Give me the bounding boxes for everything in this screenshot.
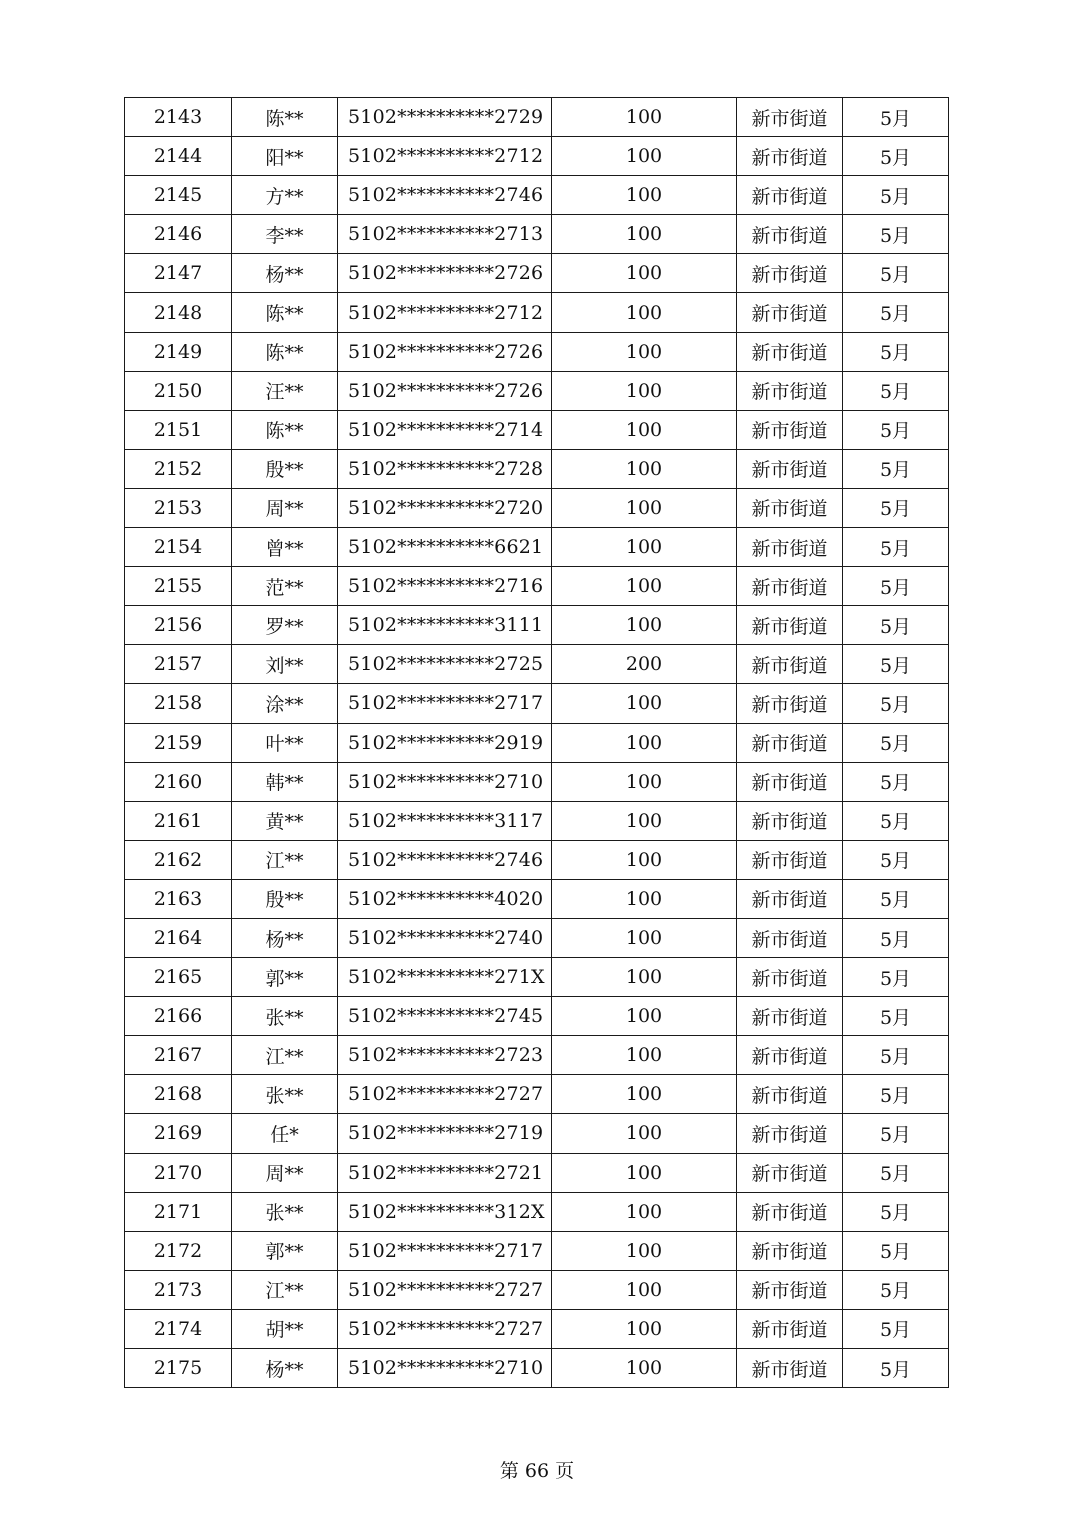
table-row	[125, 293, 949, 332]
serial-number-cell: 2147	[125, 254, 232, 293]
table-row	[125, 410, 949, 449]
month-cell: 5月	[843, 176, 949, 215]
table-row	[125, 1036, 949, 1075]
name-cell: 郭**	[232, 958, 338, 997]
id-number-cell: 5102**********2727	[338, 1309, 552, 1348]
name-cell: 韩**	[232, 762, 338, 801]
amount-cell: 100	[552, 762, 737, 801]
month-cell: 5月	[843, 1192, 949, 1231]
amount-cell: 100	[552, 918, 737, 957]
serial-number-cell: 2170	[125, 1153, 232, 1192]
amount-cell: 100	[552, 176, 737, 215]
name-cell: 罗**	[232, 606, 338, 645]
id-number-cell: 5102**********2721	[338, 1153, 552, 1192]
name-cell: 陈**	[232, 98, 338, 137]
id-number-cell: 5102**********2727	[338, 1075, 552, 1114]
id-number-cell: 5102**********2717	[338, 684, 552, 723]
month-cell: 5月	[843, 1153, 949, 1192]
amount-cell: 100	[552, 528, 737, 567]
street-cell: 新市街道	[737, 98, 843, 137]
name-cell: 殷**	[232, 449, 338, 488]
id-number-cell: 5102**********2727	[338, 1270, 552, 1309]
amount-cell: 100	[552, 997, 737, 1036]
month-cell: 5月	[843, 1231, 949, 1270]
street-cell: 新市街道	[737, 645, 843, 684]
serial-number-cell: 2166	[125, 997, 232, 1036]
id-number-cell: 5102**********2716	[338, 567, 552, 606]
month-cell: 5月	[843, 1036, 949, 1075]
month-cell: 5月	[843, 488, 949, 527]
name-cell: 黄**	[232, 801, 338, 840]
table-row	[125, 840, 949, 879]
table-row	[125, 1231, 949, 1270]
amount-cell: 100	[552, 137, 737, 176]
records-table-body	[125, 98, 949, 1388]
table-row	[125, 879, 949, 918]
name-cell: 陈**	[232, 293, 338, 332]
name-cell: 周**	[232, 1153, 338, 1192]
serial-number-cell: 2163	[125, 879, 232, 918]
name-cell: 周**	[232, 488, 338, 527]
amount-cell: 100	[552, 801, 737, 840]
name-cell: 杨**	[232, 918, 338, 957]
street-cell: 新市街道	[737, 371, 843, 410]
name-cell: 杨**	[232, 254, 338, 293]
month-cell: 5月	[843, 137, 949, 176]
month-cell: 5月	[843, 1075, 949, 1114]
id-number-cell: 5102**********2710	[338, 1349, 552, 1388]
table-row	[125, 176, 949, 215]
street-cell: 新市街道	[737, 293, 843, 332]
amount-cell: 100	[552, 371, 737, 410]
id-number-cell: 5102**********2746	[338, 840, 552, 879]
id-number-cell: 5102**********2723	[338, 1036, 552, 1075]
id-number-cell: 5102**********4020	[338, 879, 552, 918]
street-cell: 新市街道	[737, 332, 843, 371]
amount-cell: 100	[552, 1309, 737, 1348]
id-number-cell: 5102**********312X	[338, 1192, 552, 1231]
serial-number-cell: 2168	[125, 1075, 232, 1114]
amount-cell: 200	[552, 645, 737, 684]
table-row	[125, 1192, 949, 1231]
table-row	[125, 567, 949, 606]
serial-number-cell: 2161	[125, 801, 232, 840]
name-cell: 方**	[232, 176, 338, 215]
serial-number-cell: 2151	[125, 410, 232, 449]
street-cell: 新市街道	[737, 215, 843, 254]
serial-number-cell: 2146	[125, 215, 232, 254]
street-cell: 新市街道	[737, 567, 843, 606]
month-cell: 5月	[843, 723, 949, 762]
table-row	[125, 684, 949, 723]
id-number-cell: 5102**********2740	[338, 918, 552, 957]
serial-number-cell: 2149	[125, 332, 232, 371]
street-cell: 新市街道	[737, 1153, 843, 1192]
month-cell: 5月	[843, 1270, 949, 1309]
serial-number-cell: 2156	[125, 606, 232, 645]
street-cell: 新市街道	[737, 1036, 843, 1075]
id-number-cell: 5102**********271X	[338, 958, 552, 997]
table-row	[125, 1075, 949, 1114]
table-row	[125, 332, 949, 371]
table-row	[125, 1349, 949, 1388]
month-cell: 5月	[843, 606, 949, 645]
records-table	[124, 97, 949, 1388]
serial-number-cell: 2145	[125, 176, 232, 215]
month-cell: 5月	[843, 215, 949, 254]
amount-cell: 100	[552, 1231, 737, 1270]
serial-number-cell: 2165	[125, 958, 232, 997]
table-row	[125, 606, 949, 645]
serial-number-cell: 2153	[125, 488, 232, 527]
street-cell: 新市街道	[737, 723, 843, 762]
month-cell: 5月	[843, 567, 949, 606]
table-row	[125, 762, 949, 801]
amount-cell: 100	[552, 1075, 737, 1114]
table-row	[125, 958, 949, 997]
table-row	[125, 254, 949, 293]
street-cell: 新市街道	[737, 137, 843, 176]
name-cell: 殷**	[232, 879, 338, 918]
serial-number-cell: 2158	[125, 684, 232, 723]
table-row	[125, 645, 949, 684]
name-cell: 曾**	[232, 528, 338, 567]
table-row	[125, 1153, 949, 1192]
month-cell: 5月	[843, 410, 949, 449]
amount-cell: 100	[552, 879, 737, 918]
street-cell: 新市街道	[737, 449, 843, 488]
serial-number-cell: 2155	[125, 567, 232, 606]
table-row	[125, 137, 949, 176]
name-cell: 郭**	[232, 1231, 338, 1270]
street-cell: 新市街道	[737, 918, 843, 957]
name-cell: 杨**	[232, 1349, 338, 1388]
month-cell: 5月	[843, 1349, 949, 1388]
name-cell: 江**	[232, 1270, 338, 1309]
month-cell: 5月	[843, 371, 949, 410]
serial-number-cell: 2143	[125, 98, 232, 137]
street-cell: 新市街道	[737, 1309, 843, 1348]
amount-cell: 100	[552, 1153, 737, 1192]
month-cell: 5月	[843, 918, 949, 957]
page-number: 第 66 页	[499, 1460, 575, 1482]
amount-cell: 100	[552, 98, 737, 137]
table-row	[125, 1114, 949, 1153]
id-number-cell: 5102**********2726	[338, 371, 552, 410]
name-cell: 陈**	[232, 332, 338, 371]
month-cell: 5月	[843, 332, 949, 371]
amount-cell: 100	[552, 1349, 737, 1388]
table-row	[125, 488, 949, 527]
street-cell: 新市街道	[737, 1349, 843, 1388]
id-number-cell: 5102**********2717	[338, 1231, 552, 1270]
id-number-cell: 5102**********2712	[338, 137, 552, 176]
serial-number-cell: 2167	[125, 1036, 232, 1075]
month-cell: 5月	[843, 879, 949, 918]
serial-number-cell: 2169	[125, 1114, 232, 1153]
serial-number-cell: 2174	[125, 1309, 232, 1348]
name-cell: 汪**	[232, 371, 338, 410]
amount-cell: 100	[552, 293, 737, 332]
street-cell: 新市街道	[737, 684, 843, 723]
amount-cell: 100	[552, 254, 737, 293]
month-cell: 5月	[843, 801, 949, 840]
table-row	[125, 215, 949, 254]
id-number-cell: 5102**********2726	[338, 254, 552, 293]
name-cell: 张**	[232, 1075, 338, 1114]
street-cell: 新市街道	[737, 997, 843, 1036]
table-row	[125, 1270, 949, 1309]
amount-cell: 100	[552, 1036, 737, 1075]
name-cell: 张**	[232, 997, 338, 1036]
amount-cell: 100	[552, 606, 737, 645]
id-number-cell: 5102**********2746	[338, 176, 552, 215]
amount-cell: 100	[552, 449, 737, 488]
id-number-cell: 5102**********2726	[338, 332, 552, 371]
id-number-cell: 5102**********2712	[338, 293, 552, 332]
id-number-cell: 5102**********2728	[338, 449, 552, 488]
month-cell: 5月	[843, 293, 949, 332]
serial-number-cell: 2148	[125, 293, 232, 332]
month-cell: 5月	[843, 645, 949, 684]
serial-number-cell: 2157	[125, 645, 232, 684]
serial-number-cell: 2154	[125, 528, 232, 567]
amount-cell: 100	[552, 1114, 737, 1153]
street-cell: 新市街道	[737, 762, 843, 801]
street-cell: 新市街道	[737, 1075, 843, 1114]
serial-number-cell: 2173	[125, 1270, 232, 1309]
month-cell: 5月	[843, 98, 949, 137]
month-cell: 5月	[843, 528, 949, 567]
name-cell: 任*	[232, 1114, 338, 1153]
name-cell: 涂**	[232, 684, 338, 723]
name-cell: 范**	[232, 567, 338, 606]
month-cell: 5月	[843, 254, 949, 293]
table-row	[125, 997, 949, 1036]
street-cell: 新市街道	[737, 958, 843, 997]
amount-cell: 100	[552, 840, 737, 879]
street-cell: 新市街道	[737, 1192, 843, 1231]
street-cell: 新市街道	[737, 606, 843, 645]
street-cell: 新市街道	[737, 1270, 843, 1309]
id-number-cell: 5102**********2919	[338, 723, 552, 762]
amount-cell: 100	[552, 410, 737, 449]
id-number-cell: 5102**********6621	[338, 528, 552, 567]
id-number-cell: 5102**********2729	[338, 98, 552, 137]
month-cell: 5月	[843, 840, 949, 879]
serial-number-cell: 2164	[125, 918, 232, 957]
month-cell: 5月	[843, 762, 949, 801]
id-number-cell: 5102**********2710	[338, 762, 552, 801]
serial-number-cell: 2171	[125, 1192, 232, 1231]
serial-number-cell: 2152	[125, 449, 232, 488]
month-cell: 5月	[843, 997, 949, 1036]
amount-cell: 100	[552, 1192, 737, 1231]
amount-cell: 100	[552, 684, 737, 723]
id-number-cell: 5102**********2745	[338, 997, 552, 1036]
id-number-cell: 5102**********2714	[338, 410, 552, 449]
id-number-cell: 5102**********2725	[338, 645, 552, 684]
street-cell: 新市街道	[737, 410, 843, 449]
serial-number-cell: 2172	[125, 1231, 232, 1270]
table-row	[125, 918, 949, 957]
id-number-cell: 5102**********2720	[338, 488, 552, 527]
id-number-cell: 5102**********3111	[338, 606, 552, 645]
name-cell: 江**	[232, 840, 338, 879]
street-cell: 新市街道	[737, 840, 843, 879]
street-cell: 新市街道	[737, 879, 843, 918]
amount-cell: 100	[552, 567, 737, 606]
serial-number-cell: 2144	[125, 137, 232, 176]
amount-cell: 100	[552, 488, 737, 527]
amount-cell: 100	[552, 332, 737, 371]
month-cell: 5月	[843, 1309, 949, 1348]
table-row	[125, 1309, 949, 1348]
street-cell: 新市街道	[737, 801, 843, 840]
amount-cell: 100	[552, 215, 737, 254]
serial-number-cell: 2162	[125, 840, 232, 879]
street-cell: 新市街道	[737, 528, 843, 567]
table-row	[125, 528, 949, 567]
name-cell: 李**	[232, 215, 338, 254]
name-cell: 江**	[232, 1036, 338, 1075]
table-row	[125, 801, 949, 840]
street-cell: 新市街道	[737, 488, 843, 527]
street-cell: 新市街道	[737, 1114, 843, 1153]
serial-number-cell: 2150	[125, 371, 232, 410]
id-number-cell: 5102**********2713	[338, 215, 552, 254]
month-cell: 5月	[843, 449, 949, 488]
name-cell: 张**	[232, 1192, 338, 1231]
amount-cell: 100	[552, 958, 737, 997]
month-cell: 5月	[843, 1114, 949, 1153]
serial-number-cell: 2159	[125, 723, 232, 762]
month-cell: 5月	[843, 958, 949, 997]
table-row	[125, 723, 949, 762]
amount-cell: 100	[552, 723, 737, 762]
id-number-cell: 5102**********2719	[338, 1114, 552, 1153]
street-cell: 新市街道	[737, 176, 843, 215]
serial-number-cell: 2175	[125, 1349, 232, 1388]
serial-number-cell: 2160	[125, 762, 232, 801]
table-row	[125, 371, 949, 410]
table-row	[125, 449, 949, 488]
name-cell: 阳**	[232, 137, 338, 176]
street-cell: 新市街道	[737, 1231, 843, 1270]
name-cell: 胡**	[232, 1309, 338, 1348]
amount-cell: 100	[552, 1270, 737, 1309]
table-row	[125, 98, 949, 137]
name-cell: 陈**	[232, 410, 338, 449]
name-cell: 刘**	[232, 645, 338, 684]
name-cell: 叶**	[232, 723, 338, 762]
month-cell: 5月	[843, 684, 949, 723]
street-cell: 新市街道	[737, 254, 843, 293]
id-number-cell: 5102**********3117	[338, 801, 552, 840]
